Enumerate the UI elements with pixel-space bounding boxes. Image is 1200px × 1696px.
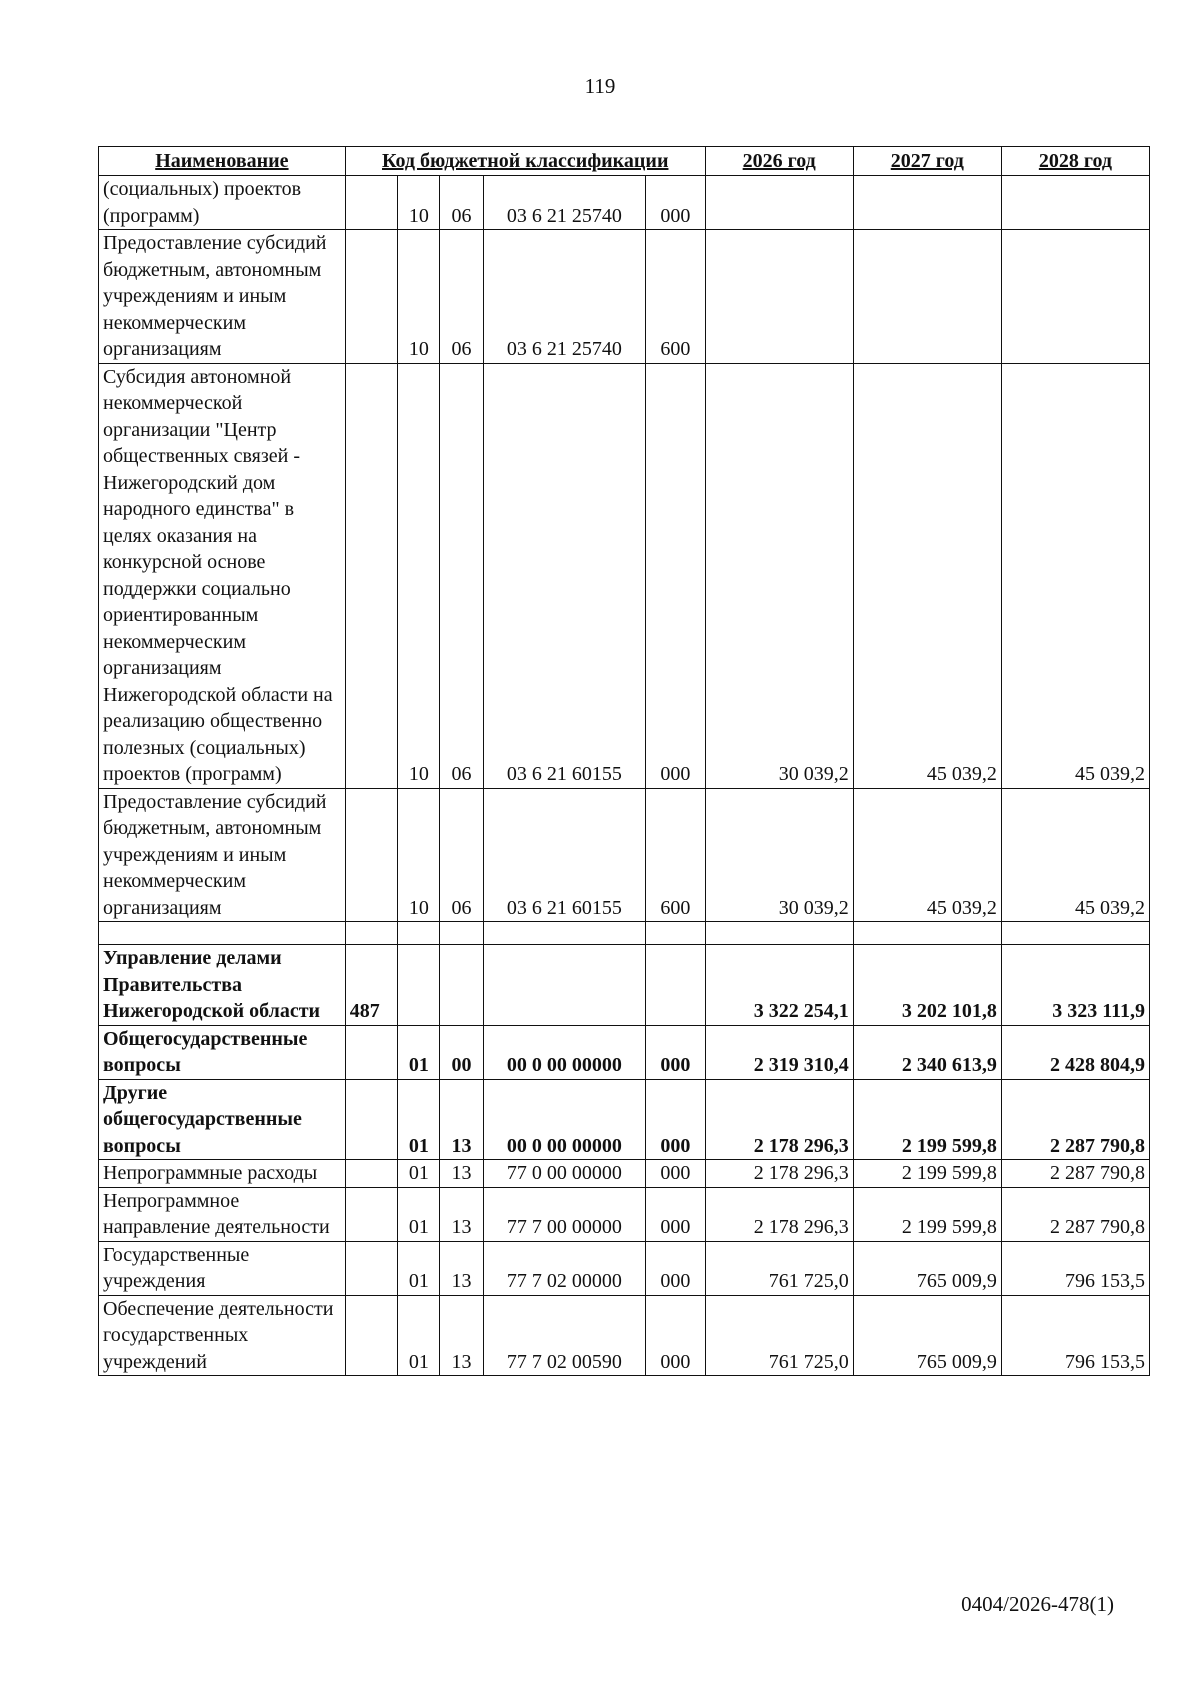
row-2028: 3 323 111,9 bbox=[1001, 945, 1149, 1026]
row-2028: 2 428 804,9 bbox=[1001, 1025, 1149, 1079]
row-rz bbox=[398, 945, 440, 1026]
row-2027: 2 199 599,8 bbox=[853, 1079, 1001, 1160]
row-pr: 06 bbox=[440, 230, 483, 364]
row-2026: 2 178 296,3 bbox=[705, 1079, 853, 1160]
row-2027: 3 202 101,8 bbox=[853, 945, 1001, 1026]
row-pr bbox=[440, 945, 483, 1026]
row-rz: 01 bbox=[398, 1025, 440, 1079]
row-name: Непрограммное направление деятельности bbox=[99, 1187, 346, 1241]
table-row bbox=[99, 1025, 1150, 1079]
row-pr: 13 bbox=[440, 1241, 483, 1295]
row-grbs bbox=[345, 1025, 397, 1079]
row-rz: 01 bbox=[398, 1079, 440, 1160]
row-name: Другие общегосударственные вопросы bbox=[99, 1079, 346, 1160]
row-2028: 796 153,5 bbox=[1001, 1295, 1149, 1376]
row-name: Предоставление субсидий бюджетным, автономным учреждениям и иным некоммерческим организациям bbox=[99, 230, 346, 364]
table-row bbox=[99, 1079, 1150, 1160]
row-csr: 00 0 00 00000 bbox=[483, 1025, 645, 1079]
row-csr bbox=[483, 945, 645, 1026]
row-grbs bbox=[345, 230, 397, 364]
row-2028: 2 287 790,8 bbox=[1001, 1160, 1149, 1188]
table-row bbox=[99, 230, 1150, 364]
row-vr: 000 bbox=[646, 1187, 706, 1241]
row-vr: 000 bbox=[646, 363, 706, 788]
table-header-row bbox=[99, 147, 1150, 176]
row-pr: 13 bbox=[440, 1079, 483, 1160]
page-number: 119 bbox=[584, 74, 616, 98]
row-2028: 45 039,2 bbox=[1001, 363, 1149, 788]
table-row bbox=[99, 1187, 1150, 1241]
row-rz: 01 bbox=[398, 1241, 440, 1295]
row-2026: 761 725,0 bbox=[705, 1241, 853, 1295]
row-2026: 30 039,2 bbox=[705, 363, 853, 788]
row-name: Общегосударственные вопросы bbox=[99, 1025, 346, 1079]
table-row bbox=[99, 363, 1150, 788]
row-2028 bbox=[1001, 176, 1149, 230]
header-2028: 2028 год bbox=[1001, 147, 1149, 176]
row-name: Субсидия автономной некоммерческой организации "Центр общественных связей - Нижегородский дом народного единства" в целях оказания на конкурсной основе поддержки социально ориентированным некоммерческим организациям Нижегородской области на реализацию общественно полезных (социальных) проектов (программ) bbox=[99, 363, 346, 788]
row-grbs bbox=[345, 1187, 397, 1241]
spacer-row bbox=[99, 922, 1150, 945]
row-2028 bbox=[1001, 230, 1149, 364]
header-name: Наименование bbox=[99, 147, 346, 176]
row-csr: 03 6 21 60155 bbox=[483, 363, 645, 788]
row-2027 bbox=[853, 230, 1001, 364]
row-pr: 13 bbox=[440, 1160, 483, 1188]
row-2027: 45 039,2 bbox=[853, 788, 1001, 922]
row-grbs: 487 bbox=[345, 945, 397, 1026]
row-2028: 2 287 790,8 bbox=[1001, 1079, 1149, 1160]
row-rz: 10 bbox=[398, 230, 440, 364]
row-csr: 03 6 21 25740 bbox=[483, 176, 645, 230]
row-vr: 600 bbox=[646, 230, 706, 364]
row-2026 bbox=[705, 176, 853, 230]
row-2028: 45 039,2 bbox=[1001, 788, 1149, 922]
row-rz: 01 bbox=[398, 1160, 440, 1188]
row-name: (социальных) проектов (программ) bbox=[99, 176, 346, 230]
row-rz: 01 bbox=[398, 1187, 440, 1241]
row-rz: 10 bbox=[398, 788, 440, 922]
row-csr: 00 0 00 00000 bbox=[483, 1079, 645, 1160]
row-vr: 000 bbox=[646, 1295, 706, 1376]
row-rz: 10 bbox=[398, 363, 440, 788]
row-vr: 600 bbox=[646, 788, 706, 922]
row-vr bbox=[646, 945, 706, 1026]
row-2026 bbox=[705, 230, 853, 364]
row-pr: 06 bbox=[440, 788, 483, 922]
row-pr: 06 bbox=[440, 176, 483, 230]
table-row bbox=[99, 1241, 1150, 1295]
table-row bbox=[99, 1295, 1150, 1376]
row-pr: 00 bbox=[440, 1025, 483, 1079]
row-2027: 45 039,2 bbox=[853, 363, 1001, 788]
table-row bbox=[99, 176, 1150, 230]
row-2027: 2 199 599,8 bbox=[853, 1187, 1001, 1241]
row-2027 bbox=[853, 176, 1001, 230]
row-grbs bbox=[345, 1160, 397, 1188]
row-grbs bbox=[345, 1295, 397, 1376]
row-grbs bbox=[345, 1241, 397, 1295]
row-name: Государственные учреждения bbox=[99, 1241, 346, 1295]
row-grbs bbox=[345, 1079, 397, 1160]
row-pr: 13 bbox=[440, 1295, 483, 1376]
header-2026: 2026 год bbox=[705, 147, 853, 176]
header-code: Код бюджетной классификации bbox=[345, 147, 705, 176]
row-2027: 765 009,9 bbox=[853, 1241, 1001, 1295]
row-csr: 77 0 00 00000 bbox=[483, 1160, 645, 1188]
document-id: 0404/2026-478(1) bbox=[961, 1592, 1114, 1616]
table-row bbox=[99, 945, 1150, 1026]
header-2027: 2027 год bbox=[853, 147, 1001, 176]
row-vr: 000 bbox=[646, 1241, 706, 1295]
row-vr: 000 bbox=[646, 1160, 706, 1188]
row-2026: 3 322 254,1 bbox=[705, 945, 853, 1026]
row-csr: 77 7 02 00590 bbox=[483, 1295, 645, 1376]
row-2026: 2 178 296,3 bbox=[705, 1160, 853, 1188]
row-2027: 2 199 599,8 bbox=[853, 1160, 1001, 1188]
row-2028: 796 153,5 bbox=[1001, 1241, 1149, 1295]
row-vr: 000 bbox=[646, 1079, 706, 1160]
row-2028: 2 287 790,8 bbox=[1001, 1187, 1149, 1241]
row-vr: 000 bbox=[646, 176, 706, 230]
row-2026: 30 039,2 bbox=[705, 788, 853, 922]
row-2027: 765 009,9 bbox=[853, 1295, 1001, 1376]
row-name: Управление делами Правительства Нижегородской области bbox=[99, 945, 346, 1026]
budget-table bbox=[98, 146, 1150, 1376]
row-csr: 03 6 21 60155 bbox=[483, 788, 645, 922]
row-vr: 000 bbox=[646, 1025, 706, 1079]
row-grbs bbox=[345, 176, 397, 230]
row-rz: 10 bbox=[398, 176, 440, 230]
row-grbs bbox=[345, 788, 397, 922]
row-grbs bbox=[345, 363, 397, 788]
row-2027: 2 340 613,9 bbox=[853, 1025, 1001, 1079]
row-pr: 06 bbox=[440, 363, 483, 788]
row-rz: 01 bbox=[398, 1295, 440, 1376]
row-2026: 2 178 296,3 bbox=[705, 1187, 853, 1241]
row-csr: 77 7 00 00000 bbox=[483, 1187, 645, 1241]
row-2026: 761 725,0 bbox=[705, 1295, 853, 1376]
row-name: Предоставление субсидий бюджетным, автономным учреждениям и иным некоммерческим организациям bbox=[99, 788, 346, 922]
row-name: Непрограммные расходы bbox=[99, 1160, 346, 1188]
row-name: Обеспечение деятельности государственных учреждений bbox=[99, 1295, 346, 1376]
table-row bbox=[99, 788, 1150, 922]
row-pr: 13 bbox=[440, 1187, 483, 1241]
row-csr: 03 6 21 25740 bbox=[483, 230, 645, 364]
table-row bbox=[99, 1160, 1150, 1188]
row-csr: 77 7 02 00000 bbox=[483, 1241, 645, 1295]
row-2026: 2 319 310,4 bbox=[705, 1025, 853, 1079]
